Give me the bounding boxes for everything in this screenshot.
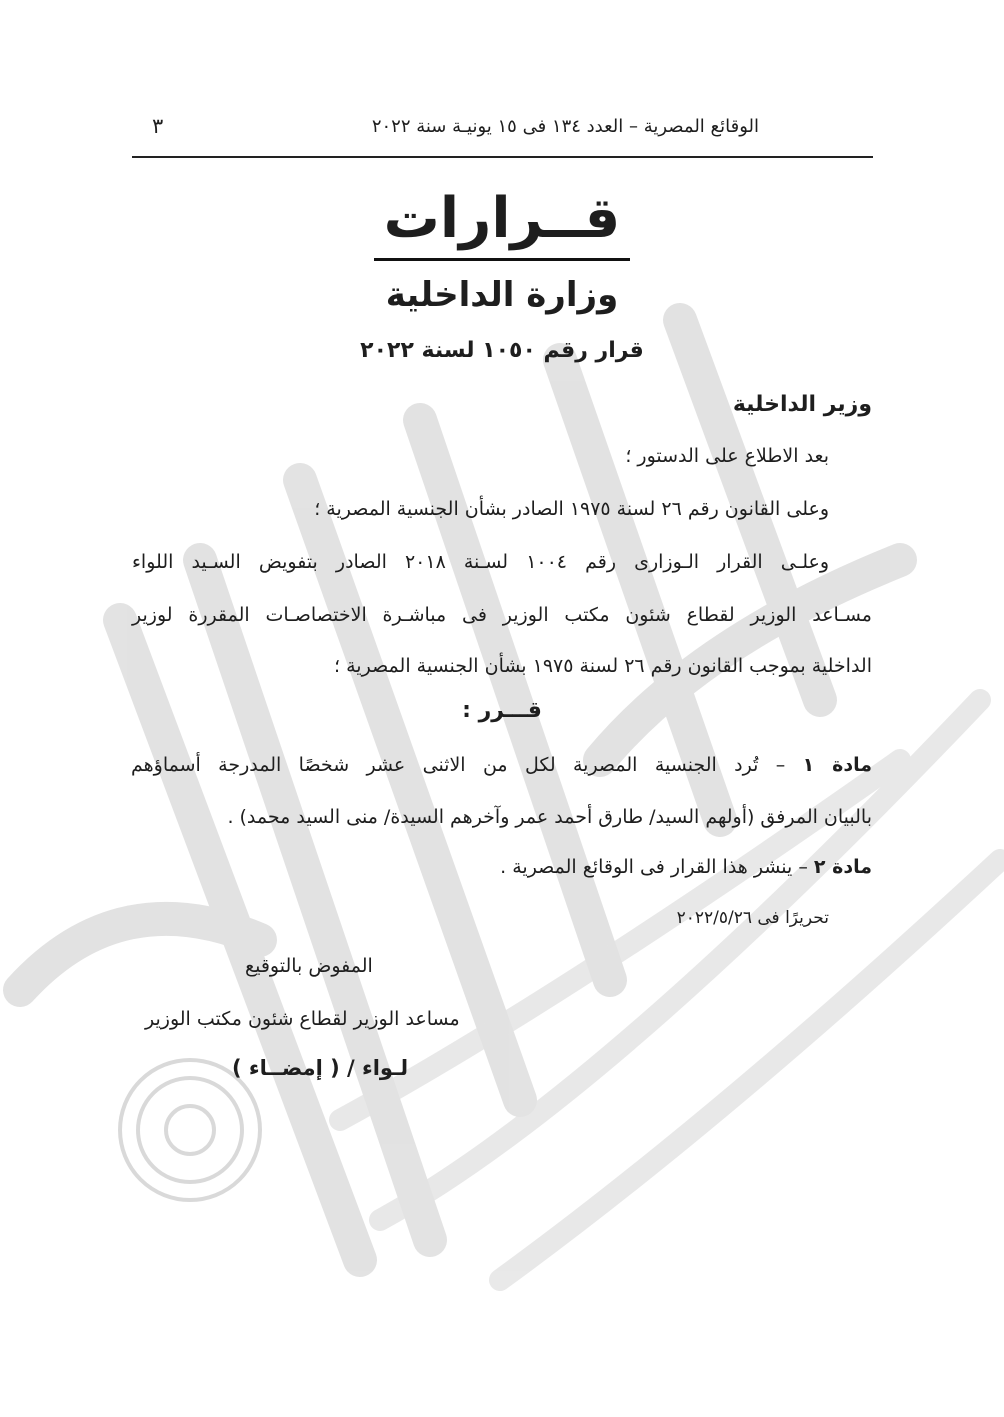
article-2-line-1 <box>500 852 872 882</box>
running-header <box>132 112 873 158</box>
preamble-line-5: الداخلية بموجب القانون رقم ٢٦ لسنة ١٩٧٥ بشأن الجنسية المصرية ؛ <box>334 655 872 677</box>
issue-date: تحريرًا فى ٢٠٢٢/٥/٢٦ <box>676 908 829 928</box>
preamble-line-3: وعلـى القرار الـوزارى رقم ١٠٠٤ لسـنة ٢٠١٨ الصادر بتفويض السـيد اللواء <box>132 551 829 573</box>
issuer-title: وزير الداخلية <box>732 392 872 417</box>
article-1-text: – تُرد الجنسية المصرية لكل من الاثنى عشر شخصًا المدرجة أسماؤهم <box>131 754 803 776</box>
preamble-line-2: وعلى القانون رقم ٢٦ لسنة ١٩٧٥ الصادر بشأن الجنسية المصرية ؛ <box>314 498 829 520</box>
section-title-text: قــرارات <box>374 184 631 261</box>
article-2-text: – ينشر هذا القرار فى الوقائع المصرية . <box>500 856 814 878</box>
signature-authorized: المفوض بالتوقيع <box>245 955 373 977</box>
article-1-label: مادة ١ <box>802 754 872 776</box>
article-2-label: مادة ٢ <box>813 856 872 878</box>
ministry-heading: وزارة الداخلية <box>385 275 619 315</box>
decided-heading: قـــرر : <box>462 698 542 723</box>
preamble-line-4: مسـاعد الوزير لقطاع شئون مكتب الوزير فى مباشـرة الاختصاصـات المقررة لوزير <box>132 604 872 626</box>
decision-number: قرار رقم ١٠٥٠ لسنة ٢٠٢٢ <box>360 338 644 363</box>
signature-rank: لـواء / ( إمضــاء ) <box>232 1056 409 1080</box>
signature-position: مساعد الوزير لقطاع شئون مكتب الوزير <box>145 1008 460 1030</box>
page-number: ٣ <box>152 114 164 138</box>
article-1-line-2: بالبيان المرفق (أولهم السيد/ طارق أحمد عمر وآخرهم السيدة/ منى السيد محمد) . <box>227 806 872 828</box>
gazette-issue-title: الوقائع المصرية – العدد ١٣٤ فى ١٥ يونيـة سنة ٢٠٢٢ <box>371 116 759 137</box>
article-1-line-1 <box>131 750 872 780</box>
section-title <box>0 184 1004 261</box>
preamble-line-1: بعد الاطلاع على الدستور ؛ <box>625 445 829 467</box>
